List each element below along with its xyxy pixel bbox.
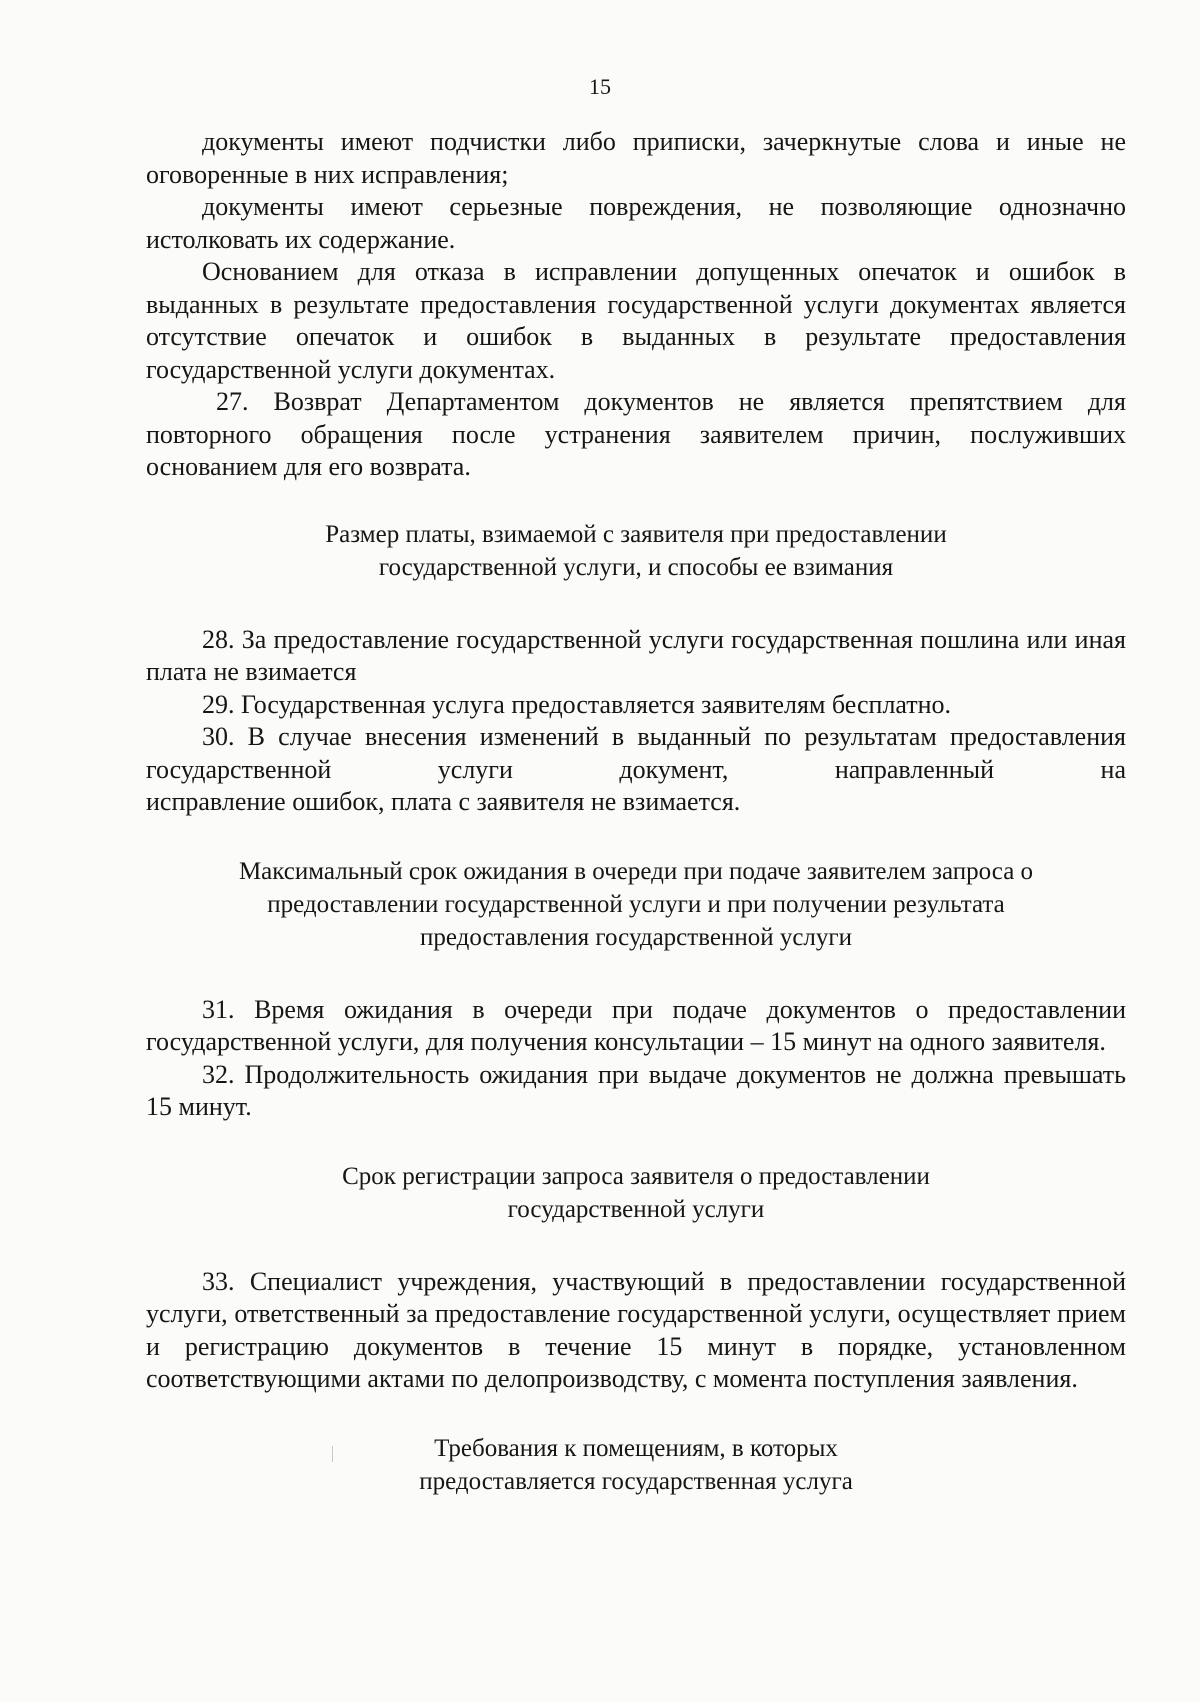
heading-queue-line-2: предоставлении государственной услуги и при получении результата xyxy=(267,890,1005,918)
paragraph-31: 31. Время ожидания в очереди при подаче документов о предоставлении государственной услуги, для получения консультации – 15 минут на одного заявителя. xyxy=(146,994,1126,1056)
heading-fee xyxy=(146,518,1126,584)
paragraph-33: 33. Специалист учреждения, участвующий в предоставлении государственной услуги, ответственный за предоставление государственной услуги, осуществляет прием и регистрацию документов в течение 15 минут в порядке, установленном соответствующими актами по делопроизводству, с момента поступления заявления. xyxy=(146,1266,1126,1393)
page-number: 15 xyxy=(589,74,611,99)
heading-registration xyxy=(146,1160,1126,1226)
heading-premises xyxy=(146,1432,1126,1498)
heading-registration-line-1: Срок регистрации запроса заявителя о предоставлении xyxy=(342,1162,930,1190)
paragraph-erasures: документы имеют подчистки либо приписки, зачеркнутые слова и иные не оговоренные в них исправления; xyxy=(146,127,1126,189)
heading-fee-line-2: государственной услуги, и способы ее взимания xyxy=(378,553,894,581)
document-body xyxy=(146,126,1126,1498)
heading-registration-line-2: государственной услуги xyxy=(507,1195,765,1223)
paragraph-refusal-basis: Основанием для отказа в исправлении допущенных опечаток и ошибок в выданных в результате предоставления государственной услуги документах является отсутствие опечаток и ошибок в выданных в результате предоставления государственной услуги документах. xyxy=(146,257,1126,384)
heading-queue-line-3: предоставления государственной услуги xyxy=(419,923,853,951)
paragraph-29: 29. Государственная услуга предоставляется заявителям бесплатно. xyxy=(202,689,952,719)
paragraph-32: 32. Продолжительность ожидания при выдаче документов не должна превышать 15 минут. xyxy=(146,1059,1126,1121)
paragraph-30-end: исправление ошибок, плата с заявителя не взимается. xyxy=(146,787,741,816)
paragraph-27: 27. Возврат Департаментом документов не является препятствием для повторного обращения после устранения заявителем причин, послуживших основанием для его возврата. xyxy=(146,387,1126,481)
heading-queue-time xyxy=(146,855,1126,954)
paragraph-30: 30. В случае внесения изменений в выданный по результатам предоставления государственной услуги документ, направленный на xyxy=(146,722,1126,784)
heading-fee-line-1: Размер платы, взимаемой с заявителя при предоставлении xyxy=(325,520,947,548)
paragraph-damage: документы имеют серьезные повреждения, не позволяющие однозначно истолковать их содержание. xyxy=(146,192,1126,254)
heading-premises-line-2: предоставляется государственная услуга xyxy=(419,1467,853,1495)
heading-queue-line-1: Максимальный срок ожидания в очереди при подаче заявителем запроса о xyxy=(238,857,1034,885)
heading-premises-line-1: Требования к помещениям, в которых xyxy=(434,1434,838,1462)
paragraph-28: 28. За предоставление государственной услуги государственная пошлина или иная плата не взимается xyxy=(146,624,1126,686)
scan-mark xyxy=(332,1446,333,1462)
